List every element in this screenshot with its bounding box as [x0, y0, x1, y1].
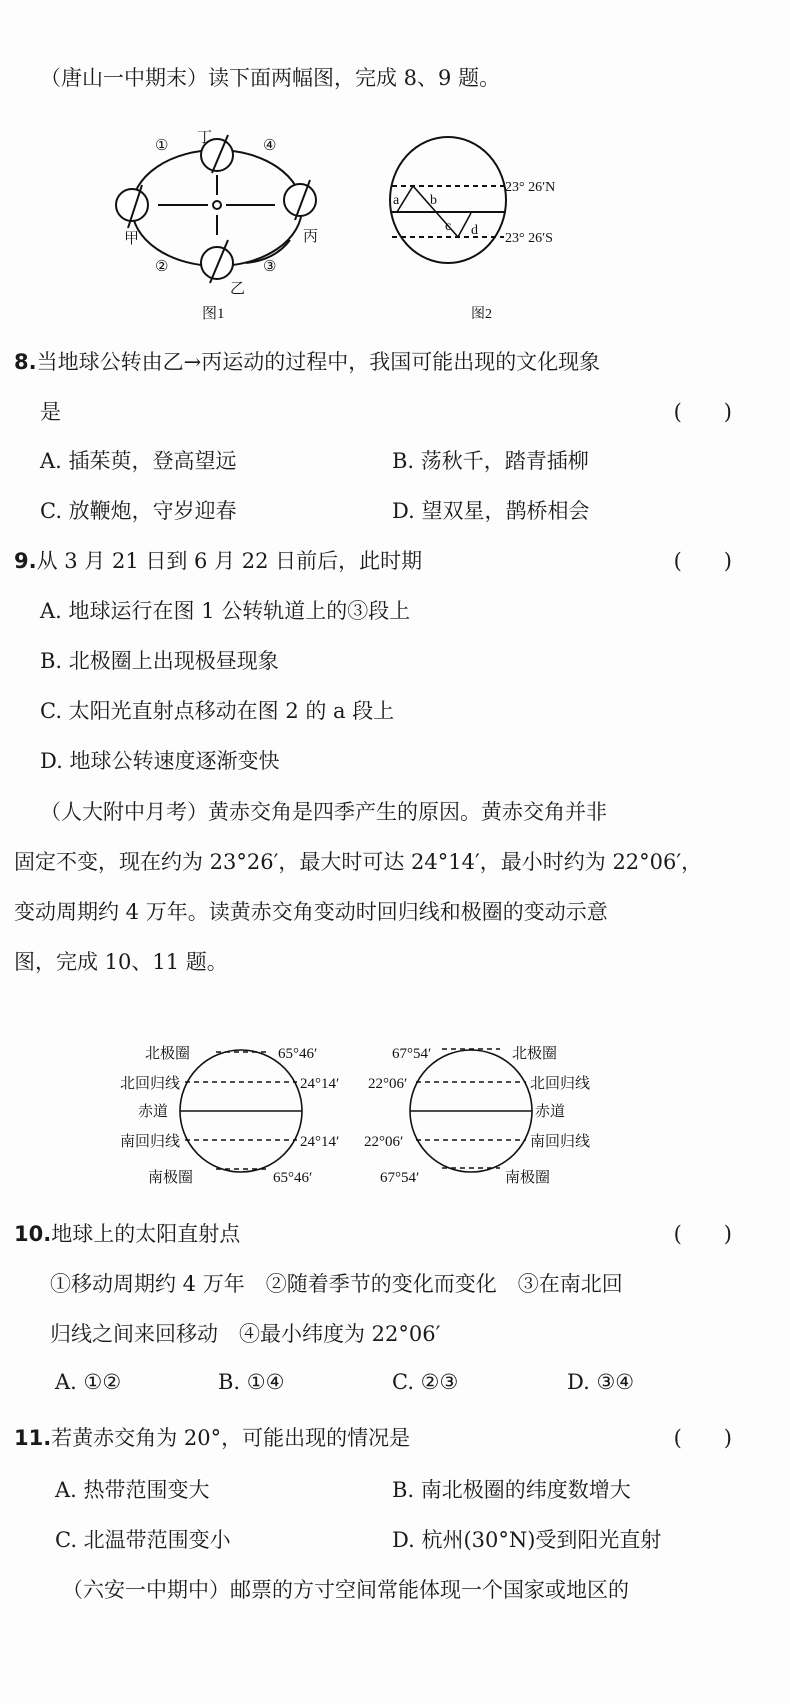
q10-statement-line1: ①移动周期约 4 万年 ②随着季节的变化而变化 ③在南北回 — [50, 1272, 623, 1296]
question-10: 10.地球上的太阳直射点 ( ) — [14, 1222, 732, 1246]
left-value-1: 65°46′ — [278, 1046, 318, 1062]
figure-2-caption: 图2 — [471, 307, 492, 322]
label-segment-1: ① — [155, 138, 169, 154]
figures-1-2 — [100, 100, 680, 330]
left-value-2: 24°14′ — [300, 1076, 340, 1092]
label-a: a — [393, 193, 400, 208]
label-yi: 乙 — [230, 281, 246, 297]
q10-option-b[interactable]: B. ①④ — [218, 1370, 285, 1394]
q11-option-c[interactable]: C. 北温带范围变小 — [55, 1528, 231, 1552]
q8-option-a[interactable]: A. 插茱萸，登高望远 — [40, 449, 237, 473]
q9-option-b[interactable]: B. 北极圈上出现极昼现象 — [40, 649, 279, 673]
q9-option-a[interactable]: A. 地球运行在图 1 公转轨道上的③段上 — [40, 599, 411, 623]
right-antarctic-label: 南极圈 — [505, 1170, 551, 1186]
right-arctic-label: 北极圈 — [512, 1046, 558, 1062]
q8-option-d[interactable]: D. 望双星，鹊桥相会 — [392, 499, 590, 523]
right-value-1: 67°54′ — [392, 1046, 432, 1062]
left-value-4: 65°46′ — [273, 1170, 313, 1186]
intro-2-line2: 固定不变，现在约为 23°26′，最大时可达 24°14′，最小时约为 22°06′， — [14, 850, 703, 874]
label-bing: 丙 — [303, 229, 319, 245]
label-segment-2: ② — [155, 259, 169, 275]
right-tropic-n-label: 北回归线 — [530, 1076, 591, 1092]
q10-option-d[interactable]: D. ③④ — [567, 1370, 635, 1394]
q11-option-b[interactable]: B. 南北极圈的纬度数增大 — [392, 1478, 631, 1502]
figure-1 — [116, 135, 319, 283]
intro-1: （唐山一中期末）读下面两幅图，完成 8、9 题。 — [40, 66, 501, 90]
question-8: 8.当地球公转由乙→丙运动的过程中，我国可能出现的文化现象 — [14, 350, 601, 374]
intro-2-line1: （人大附中月考）黄赤交角是四季产生的原因。黄赤交角并非 — [40, 800, 607, 824]
label-segment-3: ③ — [263, 259, 277, 275]
q8-option-b[interactable]: B. 荡秋千，踏青插柳 — [392, 449, 589, 473]
label-segment-4: ④ — [263, 138, 277, 154]
q9-option-c[interactable]: C. 太阳光直射点移动在图 2 的 a 段上 — [40, 699, 395, 723]
right-tropic-s-label: 南回归线 — [530, 1134, 591, 1150]
question-8-line2: 是 ( ) — [40, 400, 732, 424]
left-tropic-s-label: 南回归线 — [120, 1134, 181, 1150]
q8-option-c[interactable]: C. 放鞭炮，守岁迎春 — [40, 499, 237, 523]
left-arctic-label: 北极圈 — [145, 1046, 191, 1062]
q10-statement-line2: 归线之间来回移动 ④最小纬度为 22°06′ — [50, 1322, 441, 1346]
figure-2 — [390, 137, 506, 263]
q11-option-d[interactable]: D. 杭州(30°N)受到阳光直射 — [392, 1528, 662, 1552]
q10-option-c[interactable]: C. ②③ — [392, 1370, 459, 1394]
right-value-3: 22°06′ — [364, 1134, 404, 1150]
left-equator-label: 赤道 — [138, 1104, 169, 1120]
left-tropic-n-label: 北回归线 — [120, 1076, 181, 1092]
label-jia: 甲 — [124, 231, 140, 247]
left-antarctic-label: 南极圈 — [148, 1170, 194, 1186]
right-value-2: 22°06′ — [368, 1076, 408, 1092]
q9-option-d[interactable]: D. 地球公转速度逐渐变快 — [40, 749, 280, 773]
right-value-4: 67°54′ — [380, 1170, 420, 1186]
left-value-3: 24°14′ — [300, 1134, 340, 1150]
label-23-26-s: 23° 26′S — [505, 231, 553, 246]
intro-3: （六安一中期中）邮票的方寸空间常能体现一个国家或地区的 — [62, 1578, 629, 1602]
intro-2-line4: 图，完成 10、11 题。 — [14, 950, 228, 974]
question-11: 11.若黄赤交角为 20°，可能出现的情况是 ( ) — [14, 1426, 732, 1450]
label-ding: 丁 — [197, 130, 213, 146]
right-equator-label: 赤道 — [535, 1104, 566, 1120]
figure-3 — [120, 1030, 680, 1200]
figure-1-caption: 图1 — [202, 306, 225, 322]
label-23-26-n: 23° 26′N — [505, 180, 556, 195]
q10-option-a[interactable]: A. ①② — [55, 1370, 122, 1394]
question-9: 9.从 3 月 21 日到 6 月 22 日前后，此时期 ( ) — [14, 549, 732, 573]
q11-option-a[interactable]: A. 热带范围变大 — [55, 1478, 210, 1502]
intro-2-line3: 变动周期约 4 万年。读黄赤交角变动时回归线和极圈的变动示意 — [14, 900, 608, 924]
label-b: b — [430, 193, 437, 208]
label-d: d — [471, 223, 478, 238]
label-c: c — [445, 219, 452, 234]
